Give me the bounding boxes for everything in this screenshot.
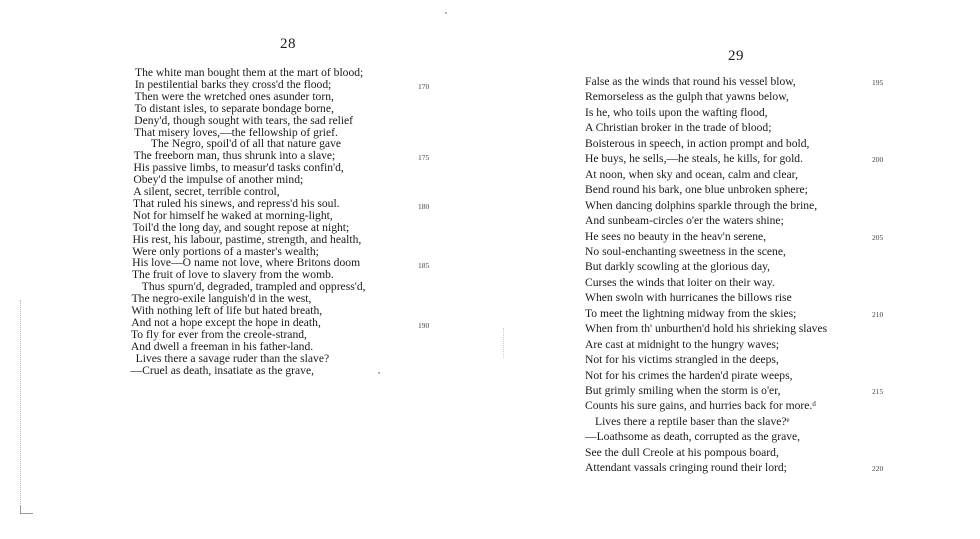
poem-line: A silent, secret, terrible control, xyxy=(133,185,280,198)
poem-line: Lives there a reptile baser than the slave?ᵉ xyxy=(595,414,790,428)
poem-line: —Cruel as death, insatiate as the grave, xyxy=(130,363,315,377)
poem-line: Then were the wretched ones asunder torn, xyxy=(134,89,334,103)
poem-line: Were only portions of a master's wealth; xyxy=(132,244,319,258)
poem-line: Not for himself he waked at morning-light, xyxy=(132,208,333,222)
page-number: 29 xyxy=(728,48,744,64)
poem-line: To distant isles, to separate bondage borne, xyxy=(134,101,334,115)
poem-line: Bend round his bark, one blue unbroken sphere; xyxy=(585,183,808,197)
poem-line: When swoln with hurricanes the billows rise xyxy=(585,291,792,305)
poem-line: Toil'd the long day, and sought repose at night; xyxy=(132,220,350,234)
poem-line: That misery loves,—the fellowship of grief. xyxy=(134,125,338,139)
poem-line: Boisterous in speech, in action prompt and bold, xyxy=(585,136,810,150)
scan-corner-mark xyxy=(20,505,33,514)
line-number: 205 xyxy=(872,232,884,242)
poem-line: With nothing left of life but hated breath, xyxy=(131,304,323,317)
scan-margin-mark xyxy=(20,300,22,510)
poem-line: Lives there a savage ruder than the slave? xyxy=(135,351,330,365)
line-number: 180 xyxy=(418,201,430,211)
poem-line: Obey'd the impulse of another mind; xyxy=(133,173,304,187)
line-number: 190 xyxy=(418,320,430,330)
poem-line: In pestilential barks they cross'd the flood; xyxy=(134,77,332,91)
line-number: 215 xyxy=(872,387,884,396)
poem-line: Attendant vassals cringing round their lord; xyxy=(585,461,787,475)
poem-line: Thus spurn'd, degraded, trampled and oppress'd, xyxy=(141,280,366,294)
poem-line: See the dull Creole at his pompous board, xyxy=(585,445,779,459)
poem-line: That ruled his sinews, and repress'd his soul. xyxy=(133,196,340,210)
poem-line: He sees no beauty in the heav'n serene, xyxy=(585,229,767,243)
poem-line: No soul-enchanting sweetness in the scene, xyxy=(585,244,786,258)
poem-line: The white man bought them at the mart of blood; xyxy=(135,66,364,79)
scan-speck xyxy=(445,12,447,14)
page-number: 28 xyxy=(280,36,296,52)
line-number: 170 xyxy=(418,81,430,91)
line-number: 220 xyxy=(872,464,884,474)
poem-line: False as the winds that round his vessel blow, xyxy=(585,75,796,88)
poem-line: At noon, when sky and ocean, calm and clear, xyxy=(585,167,798,181)
poem-line: And dwell a freeman in his father-land. xyxy=(130,339,314,353)
poem-line: To fly for ever from the creole-strand, xyxy=(131,327,307,341)
poem-line: His love—O name not love, where Britons doom xyxy=(132,256,361,270)
poem-line: When from th' unburthen'd hold his shrieking slaves xyxy=(585,322,828,336)
poem-line: Deny'd, though sought with tears, the sad relief xyxy=(134,113,354,127)
poem-line: He buys, he sells,—he steals, he kills, for gold. xyxy=(585,152,803,166)
line-number: 195 xyxy=(872,78,884,87)
poem-line: Is he, who toils upon the wafting flood, xyxy=(585,105,768,119)
poem-line: To meet the lightning midway from the skies; xyxy=(585,306,797,320)
poem-line: The freeborn man, thus shrunk into a slave; xyxy=(133,149,336,163)
poem-line: Are cast at midnight to the hungry waves; xyxy=(585,337,780,351)
poem-line: —Loathsome as death, corrupted as the grave, xyxy=(585,430,801,444)
poem-line: His passive limbs, to measur'd tasks confin'd, xyxy=(133,161,344,175)
poem-line: The negro-exile languish'd in the west, xyxy=(131,292,312,306)
poem-line: When dancing dolphins sparkle through the brine, xyxy=(585,198,818,212)
poem-line: Curses the winds that loiter on their way. xyxy=(585,275,775,289)
poem-line: And not a hope except the hope in death, xyxy=(131,315,321,329)
line-number: 175 xyxy=(418,153,430,163)
poem-line: The fruit of love to slavery from the womb. xyxy=(131,268,334,282)
poem-line: Not for his victims strangled in the deeps, xyxy=(585,353,779,367)
gutter-mark xyxy=(503,328,505,358)
poem-line: But grimly smiling when the storm is o'er, xyxy=(585,384,781,397)
scan-speck xyxy=(378,372,380,374)
poem-line: Not for his crimes the harden'd pirate weeps, xyxy=(585,368,793,382)
line-number: 210 xyxy=(872,309,884,319)
poem-line: The Negro, spoil'd of all that nature gave xyxy=(150,137,342,151)
line-number: 200 xyxy=(872,155,884,165)
poem-line: Remorseless as the gulph that yawns below, xyxy=(585,90,789,104)
line-number: 185 xyxy=(418,261,430,271)
poem-line: His rest, his labour, pastime, strength, and health, xyxy=(132,232,362,246)
poem-line: A Christian broker in the trade of blood; xyxy=(585,121,772,135)
poem-line: Counts his sure gains, and hurries back for more.ᵈ xyxy=(585,399,816,413)
poem-line: But darkly scowling at the glorious day, xyxy=(585,260,771,274)
poem-line: And sunbeam-circles o'er the waters shine; xyxy=(585,214,784,228)
